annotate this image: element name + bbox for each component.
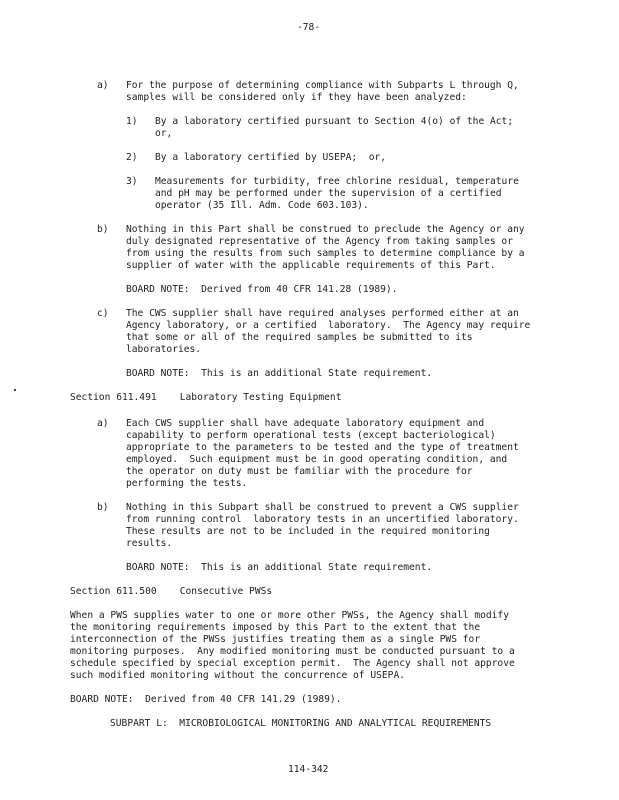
item-c-line: that some or all of the required samples be submitted to its (126, 332, 473, 343)
board-note: BOARD NOTE: This is an additional State requirement. (126, 368, 433, 379)
item-a-sub-1-line: or, (155, 128, 173, 139)
section-1-b-line: These results are not to be included in the required monitoring (126, 526, 490, 537)
footer-page-number: 114-342 (288, 764, 329, 775)
item-a-line: samples will be considered only if they have been analyzed: (126, 92, 467, 103)
item-c-label: c) (97, 308, 109, 319)
item-a-sub-1-num: 1) (126, 116, 138, 127)
section-1-a-line: capability to perform operational tests (except bacteriological) (126, 430, 496, 441)
board-note: BOARD NOTE: This is an additional State requirement. (126, 562, 433, 573)
paragraph-line: schedule specified by special exception permit. The Agency shall not approve (70, 658, 515, 669)
item-b-line: duly designated representative of the Agency from taking samples or (126, 236, 513, 247)
section-heading: Section 611.500 Consecutive PWSs (70, 586, 273, 597)
item-c-line: laboratories. (126, 344, 202, 355)
item-c-line: Agency laboratory, or a certified laboratory. The Agency may require (126, 320, 531, 331)
item-b-line: from using the results from such samples to determine compliance by a (126, 248, 525, 259)
item-c-line: The CWS supplier shall have required analyses performed either at an (126, 308, 519, 319)
board-note: BOARD NOTE: Derived from 40 CFR 141.28 (1989). (126, 284, 398, 295)
section-heading: Section 611.491 Laboratory Testing Equipment (70, 392, 342, 403)
section-1-b-line: from running control laboratory tests in an uncertified laboratory. (126, 514, 519, 525)
section-1-a-line: the operator on duty must be familiar with the procedure for (126, 466, 473, 477)
paragraph-line: When a PWS supplies water to one or more other PWSs, the Agency shall modify (70, 610, 509, 621)
item-b-line: supplier of water with the applicable requirements of this Part. (126, 260, 496, 271)
item-a-sub-3-line: operator (35 Ill. Adm. Code 603.103). (155, 200, 369, 211)
section-1-a-line: appropriate to the parameters to be tested and the type of treatment (126, 442, 519, 453)
section-1-b-label: b) (97, 502, 109, 513)
item-a-sub-3-line: Measurements for turbidity, free chlorine residual, temperature (155, 176, 519, 187)
item-a-sub-3-num: 3) (126, 176, 138, 187)
paragraph-line: the monitoring requirements imposed by this Part to the extent that the (70, 622, 481, 633)
paragraph-line: such modified monitoring without the concurrence of USEPA. (70, 670, 406, 681)
page-number-top: -78- (297, 22, 321, 33)
paragraph-line: monitoring purposes. Any modified monitoring must be conducted pursuant to a (70, 646, 515, 657)
subpart-heading: SUBPART L: MICROBIOLOGICAL MONITORING AND ANALYTICAL REQUIREMENTS (110, 718, 492, 729)
paragraph-line: interconnection of the PWSs justifies treating them as a single PWS for (70, 634, 481, 645)
section-1-b-line: results. (126, 538, 173, 549)
item-a-label: a) (97, 80, 109, 91)
board-note: BOARD NOTE: Derived from 40 CFR 141.29 (1989). (70, 694, 342, 705)
section-1-b-line: Nothing in this Subpart shall be construed to prevent a CWS supplier (126, 502, 519, 513)
item-a-sub-3-line: and pH may be performed under the supervision of a certified (155, 188, 502, 199)
section-1-a-line: performing the tests. (126, 478, 248, 489)
item-a-sub-2-line: By a laboratory certified by USEPA; or, (155, 152, 387, 163)
item-b-line: Nothing in this Part shall be construed to preclude the Agency or any (126, 224, 525, 235)
section-1-a-line: employed. Such equipment must be in good operating condition, and (126, 454, 508, 465)
item-a-sub-1-line: By a laboratory certified pursuant to Section 4(o) of the Act; (155, 116, 514, 127)
section-1-a-label: a) (97, 418, 109, 429)
item-a-sub-2-num: 2) (126, 152, 138, 163)
section-1-a-line: Each CWS supplier shall have adequate laboratory equipment and (126, 418, 485, 429)
scan-speck (14, 389, 16, 391)
item-b-label: b) (97, 224, 109, 235)
item-a-line: For the purpose of determining compliance with Subparts L through Q, (126, 80, 519, 91)
